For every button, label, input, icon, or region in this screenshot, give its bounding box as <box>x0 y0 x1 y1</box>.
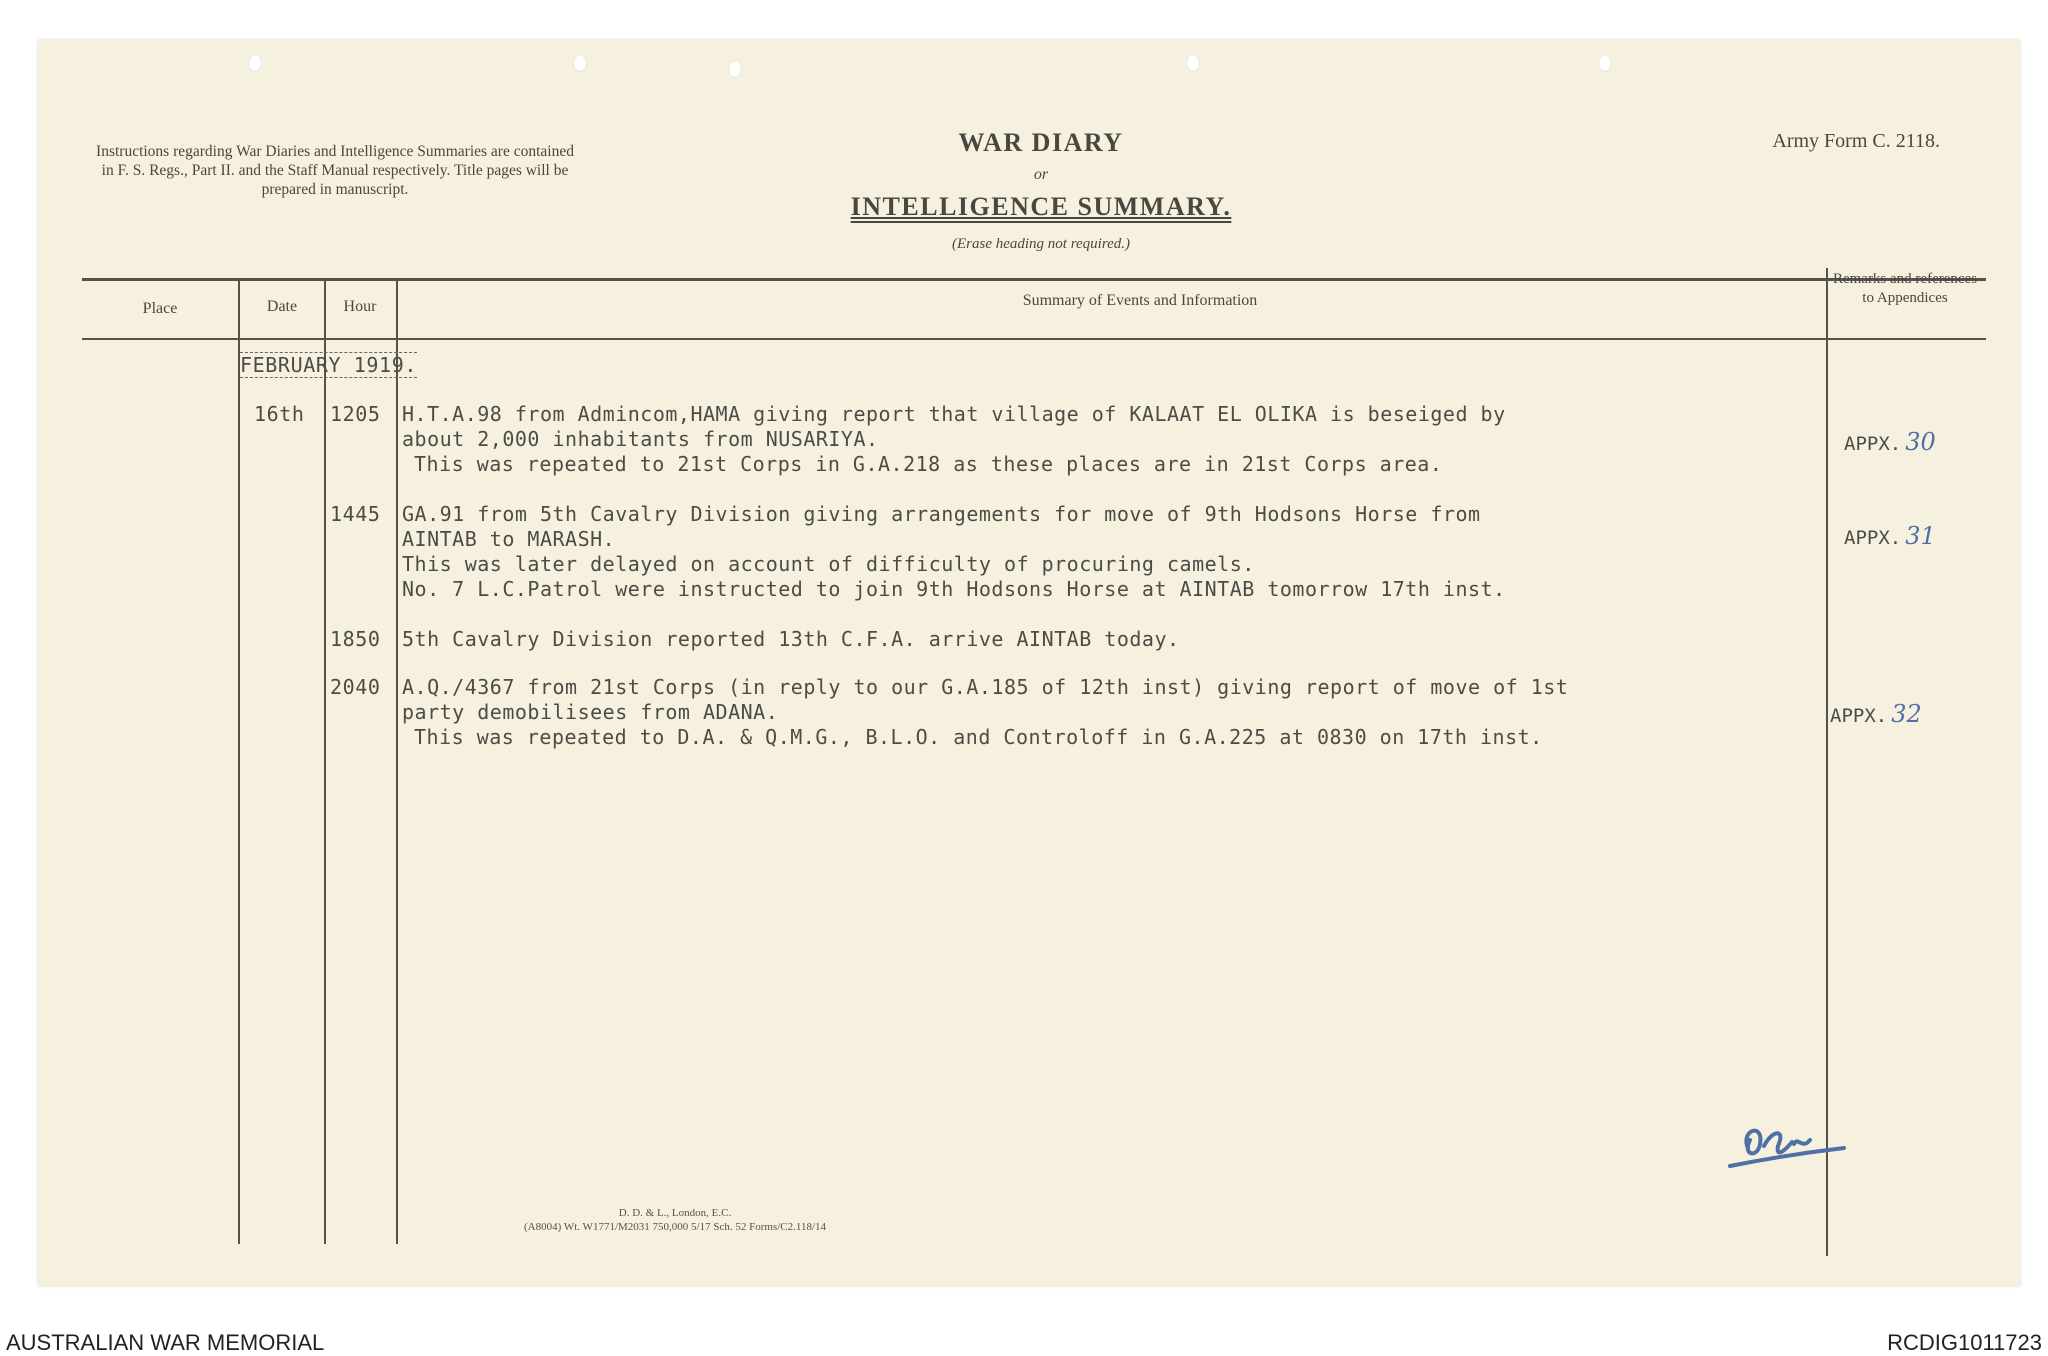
table-header-rule <box>82 338 1986 340</box>
entry-line: GA.91 from 5th Cavalry Division giving arrangements for move of 9th Hodsons Horse from <box>402 502 1481 526</box>
archive-footer-right: RCDIG1011723 <box>1887 1330 2042 1355</box>
signature-initials <box>1720 1100 1850 1180</box>
month-heading: FEBRUARY 1919. <box>240 353 417 377</box>
table-top-rule <box>82 278 1986 281</box>
entry-line: This was repeated to D.A. & Q.M.G., B.L.O. and Controloff in G.A.225 at 0830 on 17th inst. <box>414 725 1543 749</box>
appendix-label: APPX. <box>1844 527 1902 549</box>
punch-hole <box>728 60 742 78</box>
appendix-reference <box>1844 522 1936 550</box>
form-title-note: (Erase heading not required.) <box>951 236 1131 252</box>
punch-hole <box>1186 54 1200 72</box>
signature-stroke <box>1730 1131 1844 1166</box>
entry-hour: 1850 <box>330 627 381 651</box>
appendix-number: 30 <box>1905 428 1936 456</box>
appendix-number: 32 <box>1891 700 1922 728</box>
entry-line: AINTAB to MARASH. <box>402 527 616 551</box>
form-instructions: Instructions regarding War Diaries and Intelligence Summaries are contained in F. S. Regs., Part II. and the Staff Manual respectively. Title pages will be prepared in manuscript. <box>96 143 574 198</box>
entry-line: This was later delayed on account of difficulty of procuring camels. <box>402 552 1255 576</box>
punch-hole <box>1598 54 1612 72</box>
column-header-place: Place <box>142 300 178 317</box>
entry-line: H.T.A.98 from Admincom,HAMA giving report that village of KALAAT EL OLIKA is beseiged by <box>402 402 1506 426</box>
army-form-number: Army Form C. 2118. <box>1772 130 1940 152</box>
entry-summary <box>402 402 1822 477</box>
appendix-label: APPX. <box>1844 433 1902 455</box>
entry-summary <box>402 502 1822 602</box>
entry-summary <box>402 675 1822 750</box>
form-title-or: or <box>1033 166 1049 183</box>
entry-hour: 2040 <box>330 675 381 699</box>
entry-line: about 2,000 inhabitants from NUSARIYA. <box>402 427 879 451</box>
printer-line: (A8004) Wt. W1771/M2031 750,000 5/17 Sch. 52 Forms/C2.118/14 <box>524 1221 826 1233</box>
appendix-reference <box>1830 700 1922 728</box>
column-header-remarks: Remarks and references to Appendices <box>1832 271 1978 306</box>
column-header-hour: Hour <box>343 298 377 315</box>
appendix-label: APPX. <box>1830 705 1888 727</box>
form-subtitle: INTELLIGENCE SUMMARY. <box>850 192 1232 221</box>
appendix-number: 31 <box>1905 522 1936 550</box>
form-title: WAR DIARY <box>958 128 1124 157</box>
entry-line: No. 7 L.C.Patrol were instructed to join 9th Hodsons Horse at AINTAB tomorrow 17th inst. <box>402 577 1506 601</box>
column-divider-hour-summary <box>396 280 398 1244</box>
entry-hour: 1445 <box>330 502 381 526</box>
entry-date: 16th <box>254 402 305 426</box>
printer-imprint <box>440 1206 910 1234</box>
column-divider-place-date <box>238 280 240 1244</box>
column-header-date: Date <box>266 298 298 315</box>
entry-hour: 1205 <box>330 402 381 426</box>
column-header-summary: Summary of Events and Information <box>1022 292 1258 309</box>
entry-line: 5th Cavalry Division reported 13th C.F.A. arrive AINTAB today. <box>402 627 1180 651</box>
archive-footer-left: AUSTRALIAN WAR MEMORIAL <box>6 1330 325 1355</box>
column-divider-date-hour <box>324 280 326 1244</box>
entry-line: This was repeated to 21st Corps in G.A.218 as these places are in 21st Corps area. <box>414 452 1443 476</box>
punch-hole <box>248 54 262 72</box>
appendix-reference <box>1844 428 1936 456</box>
entry-line: A.Q./4367 from 21st Corps (in reply to our G.A.185 of 12th inst) giving report of move of 1st <box>402 675 1569 699</box>
entry-line: party demobilisees from ADANA. <box>402 700 779 724</box>
printer-line: D. D. & L., London, E.C. <box>618 1207 732 1219</box>
punch-hole <box>573 54 587 72</box>
entry-summary <box>402 627 1822 652</box>
